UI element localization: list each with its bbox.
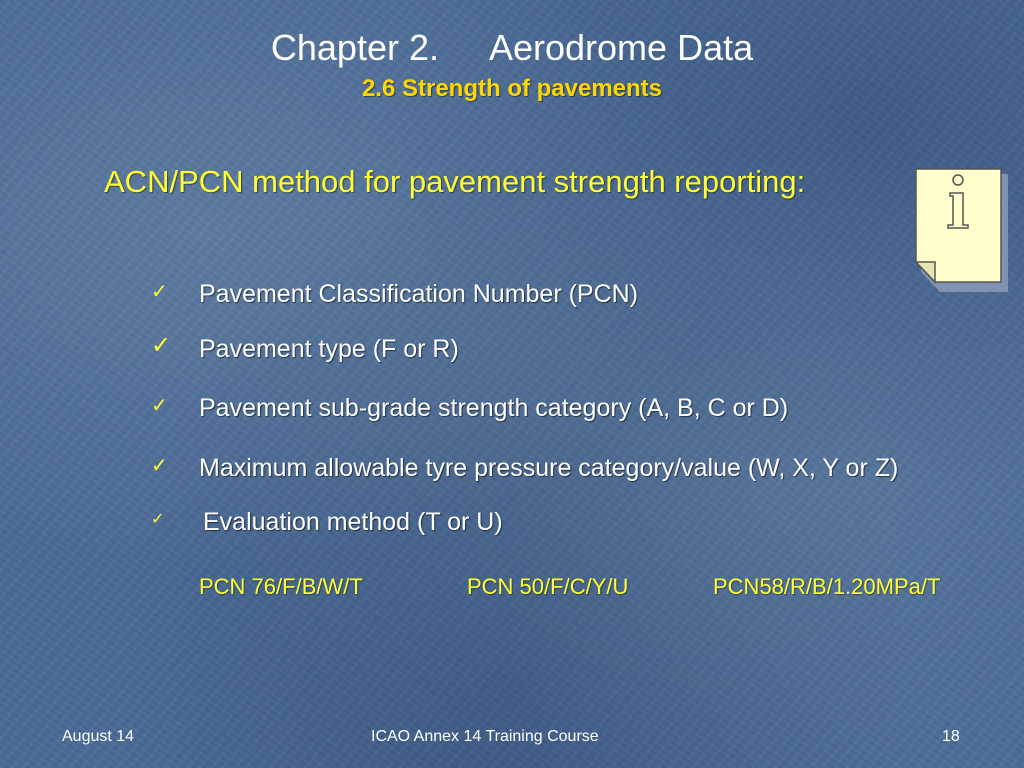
check-icon: ✓	[151, 279, 168, 303]
check-icon: ✓	[151, 509, 165, 528]
info-note-icon	[914, 168, 1010, 294]
footer-date: August 14	[62, 728, 135, 745]
check-icon: ✓	[151, 393, 168, 417]
bullet-item: Maximum allowable tyre pressure category/value (W, X, Y or Z)	[199, 454, 899, 482]
pcn-example: PCN58/R/B/1.20MPa/T	[713, 574, 941, 599]
slide-title: Chapter 2. Aerodrome Data	[270, 27, 754, 68]
slide-subtitle: 2.6 Strength of pavements	[361, 75, 663, 102]
bullet-item: Pavement Classification Number (PCN)	[199, 280, 639, 308]
footer-course: ICAO Annex 14 Training Course	[371, 728, 599, 745]
check-icon: ✓	[151, 331, 172, 359]
pcn-example: PCN 76/F/B/W/T	[199, 574, 363, 599]
footer-page-number: 18	[942, 728, 960, 745]
section-heading: ACN/PCN method for pavement strength reporting:	[104, 164, 806, 199]
check-icon: ✓	[151, 453, 168, 477]
bullet-item: Pavement type (F or R)	[199, 335, 459, 363]
bullet-item: Evaluation method (T or U)	[203, 508, 503, 536]
bullet-item: Pavement sub-grade strength category (A, B, C or D)	[199, 394, 789, 422]
pcn-example: PCN 50/F/C/Y/U	[467, 574, 629, 599]
